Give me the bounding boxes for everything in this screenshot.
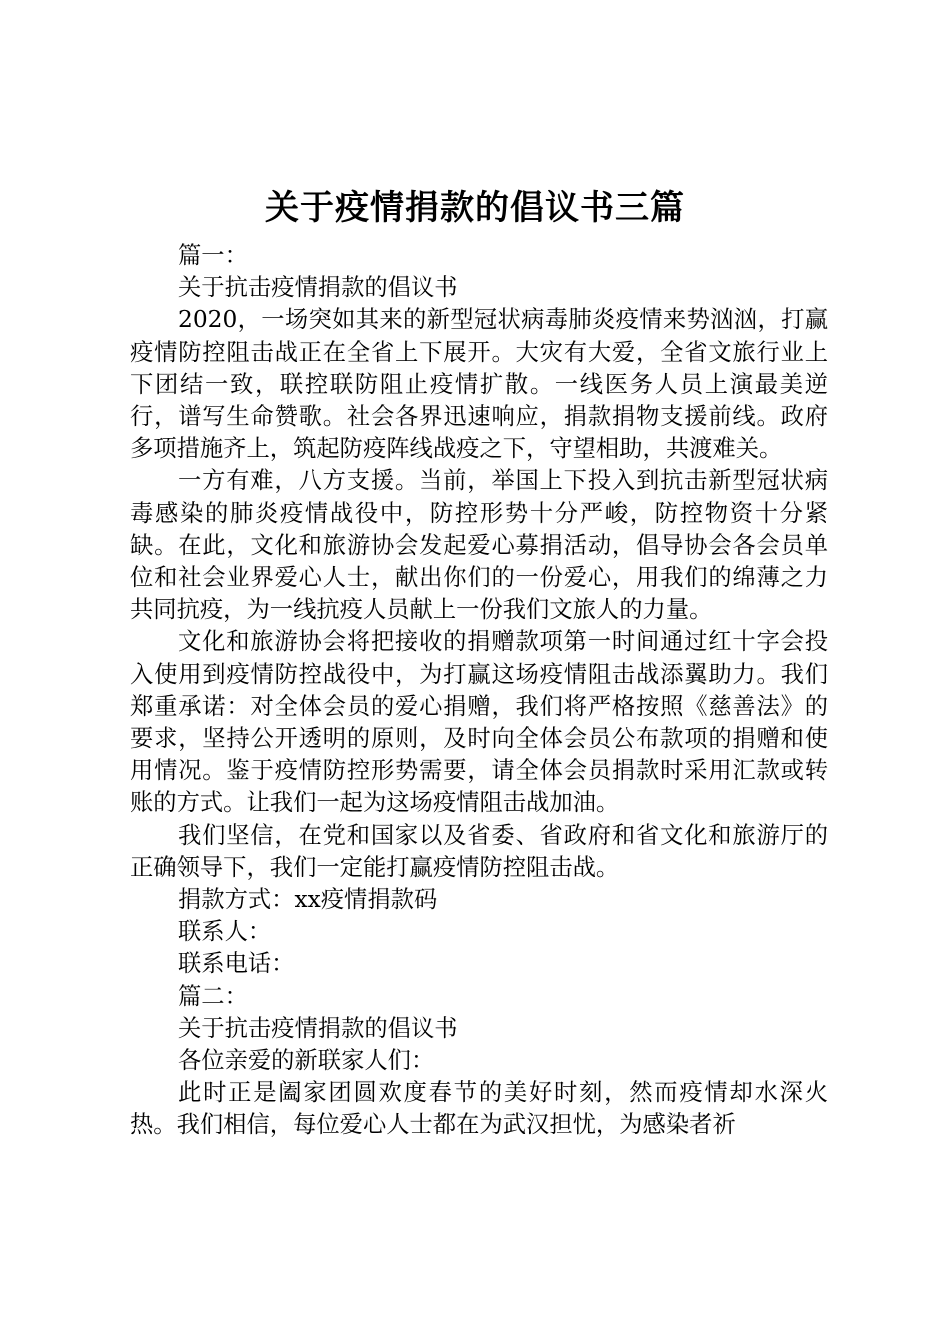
document-body (130, 240, 828, 1142)
section-heading-1: 篇一： (178, 242, 248, 269)
contact-phone: 联系电话： (178, 950, 295, 978)
paragraph: 一方有难，八方支援。当前，举国上下投入到抗击新型冠状病毒感染的肺炎疫情战役中，防控形势十分严峻，防控物资十分紧缺。在此，文化和旅游协会发起爱心募捐活动，倡导协会各会员单位和社会业界爱心人士，献出你们的一份爱心，用我们的绵薄之力共同抗疫，为一线抗疫人员献上一份我们文旅人的力量。 (130, 467, 828, 624)
document-title: 关于疫情捐款的倡议书三篇 (265, 188, 685, 228)
salutation: 各位亲爱的新联家人们： (178, 1047, 435, 1075)
paragraph: 我们坚信，在党和国家以及省委、省政府和省文化和旅游厅的正确领导下，我们一定能打赢疫情防控阻击战。 (130, 821, 828, 881)
paragraph: 文化和旅游协会将把接收的捐赠款项第一时间通过红十字会投入使用到疫情防控战役中，为打赢这场疫情阻击战添翼助力。我们郑重承诺：对全体会员的爱心捐赠，我们将严格按照《慈善法》的要求，坚持公开透明的原则，及时向全体会员公布款项的捐赠和使用情况。鉴于疫情防控形势需要，请全体会员捐款时采用汇款或转账的方式。让我们一起为这场疫情阻击战加油。 (130, 628, 828, 817)
donation-method: 捐款方式：xx疫情捐款码 (178, 886, 438, 914)
paragraph: 此时正是阖家团圆欢度春节的美好时刻，然而疫情却水深火热。我们相信，每位爱心人士都在为武汉担忧，为感染者祈 (130, 1079, 828, 1139)
paragraph: 2020，一场突如其来的新型冠状病毒肺炎疫情来势汹汹，打赢疫情防控阻击战正在全省上下展开。大灾有大爱，全省文旅行业上下团结一致，联控联防阻止疫情扩散。一线医务人员上演最美逆行，谱写生命赞歌。社会各界迅速响应，捐款捐物支援前线。政府多项措施齐上，筑起防疫阵线战疫之下，守望相助，共渡难关。 (130, 306, 828, 463)
section-subtitle-1: 关于抗击疫情捐款的倡议书 (178, 274, 458, 302)
section-heading-2: 篇二： (178, 982, 248, 1010)
section-subtitle-2: 关于抗击疫情捐款的倡议书 (178, 1014, 458, 1042)
contact-person: 联系人： (178, 918, 272, 946)
